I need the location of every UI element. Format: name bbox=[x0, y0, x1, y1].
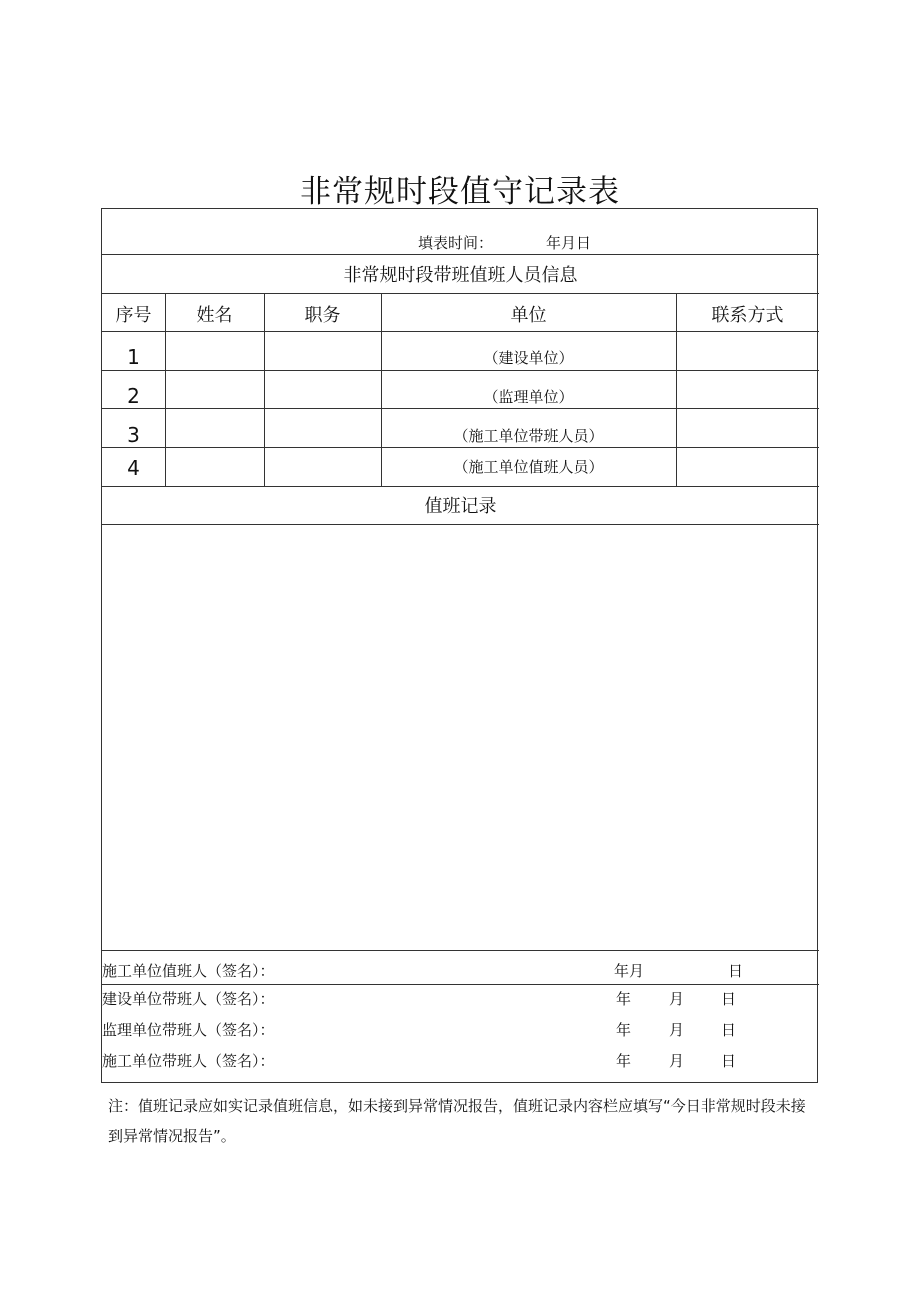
signature-year: 年 bbox=[616, 1052, 632, 1070]
col-header-name: 姓名 bbox=[196, 305, 233, 326]
fill-time-date: 年月日 bbox=[546, 234, 592, 252]
signature-year-month: 年月 bbox=[614, 962, 645, 980]
signature-month: 月 bbox=[669, 1021, 685, 1039]
fill-time-label: 填表时间： bbox=[418, 234, 494, 252]
unit-cell: （施工单位带班人员） bbox=[453, 427, 604, 445]
col-header-no: 序号 bbox=[115, 305, 152, 326]
row-divider bbox=[102, 331, 819, 332]
unit-cell: （施工单位值班人员） bbox=[453, 458, 604, 476]
duty-form-table bbox=[101, 208, 818, 1083]
row-divider bbox=[102, 293, 819, 294]
row-number: 4 bbox=[127, 456, 140, 480]
col-header-contact: 联系方式 bbox=[711, 305, 784, 326]
signature-label: 建设单位带班人（签名）： bbox=[102, 990, 275, 1008]
signature-label: 施工单位带班人（签名）： bbox=[102, 1052, 275, 1070]
form-title: 非常规时段值守记录表 bbox=[300, 174, 620, 210]
row-divider bbox=[102, 950, 819, 951]
col-header-position: 职务 bbox=[304, 305, 341, 326]
footnote: 注：值班记录应如实记录值班信息，如未接到异常情况报告，值班记录内容栏应填写“今日非常规时段未接到异常情况报告”。 bbox=[108, 1097, 806, 1145]
duty-record-content-area[interactable] bbox=[102, 525, 819, 950]
signature-day: 日 bbox=[721, 1021, 737, 1039]
signature-month: 月 bbox=[669, 1052, 685, 1070]
signature-month: 月 bbox=[669, 990, 685, 1008]
row-number: 1 bbox=[127, 345, 140, 369]
signature-year: 年 bbox=[616, 990, 632, 1008]
row-divider bbox=[102, 408, 819, 409]
row-divider bbox=[102, 254, 819, 255]
signature-day: 日 bbox=[721, 990, 737, 1008]
signature-label: 监理单位带班人（签名）： bbox=[102, 1021, 275, 1039]
row-divider bbox=[102, 447, 819, 448]
unit-cell: （监理单位） bbox=[483, 388, 574, 406]
staff-section-title: 非常规时段带班值班人员信息 bbox=[343, 265, 578, 286]
signature-day: 日 bbox=[728, 962, 744, 980]
signature-year: 年 bbox=[616, 1021, 632, 1039]
row-number: 2 bbox=[127, 384, 140, 408]
unit-cell: （建设单位） bbox=[483, 349, 574, 367]
row-divider bbox=[102, 370, 819, 371]
row-number: 3 bbox=[127, 423, 140, 447]
signature-label: 施工单位值班人（签名）： bbox=[102, 962, 275, 980]
col-header-unit: 单位 bbox=[510, 305, 547, 326]
row-divider bbox=[102, 486, 819, 487]
signature-day: 日 bbox=[721, 1052, 737, 1070]
row-divider bbox=[102, 984, 819, 985]
duty-record-title: 值班记录 bbox=[424, 496, 497, 517]
